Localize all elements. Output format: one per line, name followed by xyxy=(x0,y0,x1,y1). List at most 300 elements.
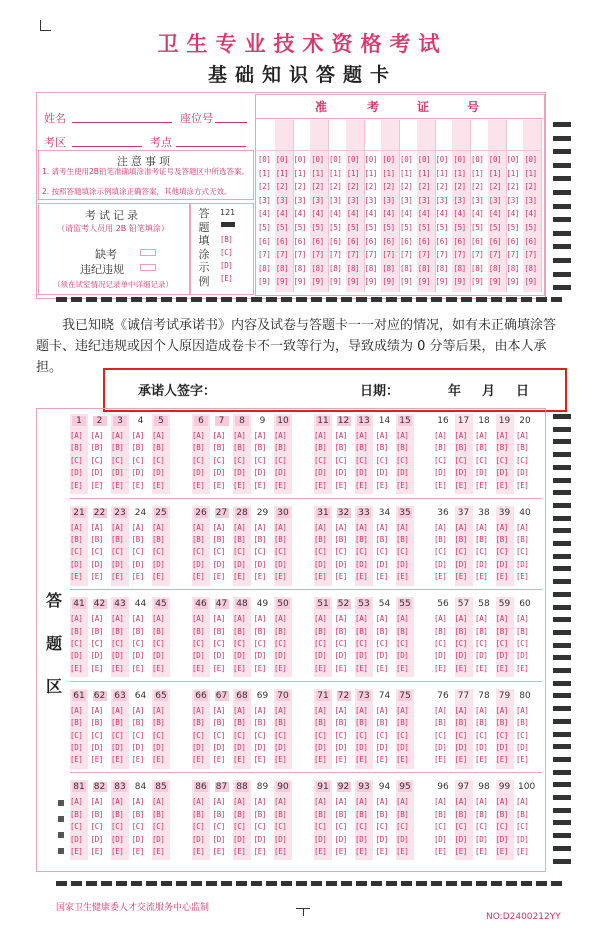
answer-bubble[interactable]: [E] xyxy=(192,846,205,856)
answer-bubble[interactable]: [C] xyxy=(396,547,409,557)
answer-bubble[interactable]: [D] xyxy=(375,834,389,844)
answer-bubble[interactable]: [A] xyxy=(495,797,509,807)
answer-bubble[interactable]: [E] xyxy=(434,846,447,856)
answer-bubble[interactable]: [E] xyxy=(434,663,447,673)
answer-bubble[interactable]: [D] xyxy=(212,834,226,844)
exam-number-bubble[interactable]: [4] xyxy=(346,209,360,219)
answer-bubble[interactable]: [B] xyxy=(314,443,327,453)
answer-bubble[interactable]: [E] xyxy=(475,572,488,582)
answer-bubble[interactable]: [E] xyxy=(314,572,327,582)
answer-bubble[interactable]: [B] xyxy=(355,534,368,544)
answer-bubble[interactable]: [D] xyxy=(334,559,348,569)
answer-bubble[interactable]: [E] xyxy=(314,846,327,856)
answer-bubble[interactable]: [C] xyxy=(375,638,389,648)
answer-bubble[interactable]: [C] xyxy=(314,547,327,557)
answer-bubble[interactable]: [E] xyxy=(454,663,468,673)
answer-bubble[interactable]: [C] xyxy=(253,822,267,832)
answer-bubble[interactable]: [D] xyxy=(396,559,409,569)
answer-bubble[interactable]: [A] xyxy=(454,431,468,440)
exam-number-bubble[interactable]: [9] xyxy=(435,277,449,287)
answer-bubble[interactable]: [A] xyxy=(131,797,145,807)
answer-bubble[interactable]: [C] xyxy=(274,547,287,557)
answer-bubble[interactable]: [C] xyxy=(475,547,488,557)
exam-number-bubble[interactable]: [5] xyxy=(329,223,342,232)
answer-bubble[interactable]: [A] xyxy=(70,522,83,532)
exam-number-bubble[interactable]: [6] xyxy=(453,236,466,246)
answer-bubble[interactable]: [C] xyxy=(90,730,104,740)
answer-bubble[interactable]: [D] xyxy=(152,742,165,752)
answer-bubble[interactable]: [B] xyxy=(516,443,529,453)
exam-number-bubble[interactable]: [2] xyxy=(471,182,484,192)
answer-bubble[interactable]: [C] xyxy=(495,547,509,557)
exam-number-bubble[interactable]: [3] xyxy=(258,195,271,205)
answer-bubble[interactable]: [C] xyxy=(475,822,488,832)
answer-bubble[interactable]: [D] xyxy=(495,468,509,478)
answer-bubble[interactable]: [E] xyxy=(90,480,104,490)
exam-number-bubble[interactable]: [3] xyxy=(453,195,466,205)
answer-bubble[interactable]: [C] xyxy=(274,822,287,832)
exam-number-bubble[interactable]: [3] xyxy=(311,195,324,205)
answer-bubble[interactable]: [D] xyxy=(233,834,246,844)
exam-number-bubble[interactable]: [6] xyxy=(275,236,289,246)
exam-number-write-cell[interactable] xyxy=(275,120,293,151)
exam-number-bubble[interactable]: [1] xyxy=(471,168,484,178)
answer-bubble[interactable]: [D] xyxy=(314,651,327,661)
exam-number-bubble[interactable]: [3] xyxy=(364,195,378,205)
exam-number-bubble[interactable]: [0] xyxy=(453,155,466,164)
exam-number-bubble[interactable]: [3] xyxy=(382,195,395,205)
exam-number-bubble[interactable]: [2] xyxy=(417,182,431,192)
answer-bubble[interactable]: [D] xyxy=(314,742,327,752)
answer-bubble[interactable]: [A] xyxy=(495,705,509,715)
answer-bubble[interactable]: [C] xyxy=(355,822,368,832)
exam-number-bubble[interactable]: [2] xyxy=(364,182,378,192)
answer-bubble[interactable]: [E] xyxy=(131,663,145,673)
answer-bubble[interactable]: [A] xyxy=(90,797,104,807)
answer-bubble[interactable]: [E] xyxy=(233,480,246,490)
answer-bubble[interactable]: [E] xyxy=(396,480,409,490)
exam-number-bubble[interactable]: [5] xyxy=(346,223,360,232)
exam-number-bubble[interactable]: [6] xyxy=(488,236,502,246)
answer-bubble[interactable]: [E] xyxy=(212,846,226,856)
answer-bubble[interactable]: [B] xyxy=(90,809,104,819)
answer-bubble[interactable]: [A] xyxy=(475,797,488,807)
answer-bubble[interactable]: [A] xyxy=(375,431,389,440)
exam-number-bubble[interactable]: [0] xyxy=(346,155,360,164)
exam-number-bubble[interactable]: [3] xyxy=(275,195,289,205)
answer-bubble[interactable]: [E] xyxy=(131,572,145,582)
answer-bubble[interactable]: [E] xyxy=(131,480,145,490)
answer-bubble[interactable]: [E] xyxy=(495,572,509,582)
exam-number-write-cell[interactable] xyxy=(257,120,275,151)
answer-bubble[interactable]: [C] xyxy=(516,730,529,740)
answer-bubble[interactable]: [D] xyxy=(70,834,83,844)
answer-bubble[interactable]: [B] xyxy=(212,809,226,819)
exam-number-write-cell[interactable] xyxy=(399,120,417,151)
answer-bubble[interactable]: [C] xyxy=(396,638,409,648)
exam-number-bubble[interactable]: [2] xyxy=(346,182,360,192)
answer-bubble[interactable]: [E] xyxy=(516,663,529,673)
answer-bubble[interactable]: [B] xyxy=(111,809,124,819)
answer-bubble[interactable]: [E] xyxy=(314,663,327,673)
answer-bubble[interactable]: [A] xyxy=(334,797,348,807)
answer-bubble[interactable]: [E] xyxy=(111,755,124,765)
answer-bubble[interactable]: [B] xyxy=(396,626,409,636)
exam-number-bubble[interactable]: [1] xyxy=(400,168,413,178)
exam-number-bubble[interactable]: [6] xyxy=(311,236,324,246)
exam-number-bubble[interactable]: [6] xyxy=(329,236,342,246)
answer-bubble[interactable]: [A] xyxy=(375,705,389,715)
answer-bubble[interactable]: [D] xyxy=(192,651,205,661)
answer-bubble[interactable]: [A] xyxy=(70,614,83,624)
answer-bubble[interactable]: [D] xyxy=(70,559,83,569)
answer-bubble[interactable]: [B] xyxy=(253,626,267,636)
exam-number-write-cell[interactable] xyxy=(293,120,311,151)
answer-bubble[interactable]: [B] xyxy=(454,534,468,544)
exam-number-bubble[interactable]: [2] xyxy=(329,182,342,192)
answer-bubble[interactable]: [C] xyxy=(90,822,104,832)
answer-bubble[interactable]: [E] xyxy=(475,480,488,490)
exam-number-bubble[interactable]: [4] xyxy=(524,209,537,219)
exam-number-bubble[interactable]: [4] xyxy=(453,209,466,219)
answer-bubble[interactable]: [C] xyxy=(475,730,488,740)
answer-bubble[interactable]: [C] xyxy=(495,730,509,740)
answer-bubble[interactable]: [E] xyxy=(131,755,145,765)
answer-bubble[interactable]: [D] xyxy=(434,742,447,752)
answer-bubble[interactable]: [E] xyxy=(396,572,409,582)
answer-bubble[interactable]: [C] xyxy=(454,730,468,740)
exam-number-bubble[interactable]: [7] xyxy=(488,250,502,260)
answer-bubble[interactable]: [C] xyxy=(111,455,124,465)
answer-bubble[interactable]: [A] xyxy=(90,522,104,532)
answer-bubble[interactable]: [A] xyxy=(233,522,246,532)
exam-number-bubble[interactable]: [2] xyxy=(293,182,307,192)
answer-bubble[interactable]: [D] xyxy=(314,559,327,569)
answer-bubble[interactable]: [D] xyxy=(454,468,468,478)
answer-bubble[interactable]: [C] xyxy=(454,455,468,465)
answer-bubble[interactable]: [B] xyxy=(152,534,165,544)
exam-number-bubble[interactable]: [9] xyxy=(275,277,289,287)
exam-number-bubble[interactable]: [0] xyxy=(400,155,413,164)
answer-bubble[interactable]: [A] xyxy=(355,522,368,532)
answer-bubble[interactable]: [E] xyxy=(516,572,529,582)
answer-bubble[interactable]: [A] xyxy=(475,705,488,715)
answer-bubble[interactable]: [E] xyxy=(192,572,205,582)
exam-number-bubble[interactable]: [7] xyxy=(311,250,324,260)
answer-bubble[interactable]: [D] xyxy=(475,651,488,661)
answer-bubble[interactable]: [D] xyxy=(192,742,205,752)
answer-bubble[interactable]: [D] xyxy=(90,742,104,752)
answer-bubble[interactable]: [B] xyxy=(131,809,145,819)
answer-bubble[interactable]: [E] xyxy=(90,663,104,673)
answer-bubble[interactable]: [D] xyxy=(355,651,368,661)
answer-bubble[interactable]: [D] xyxy=(212,742,226,752)
answer-bubble[interactable]: [C] xyxy=(334,822,348,832)
answer-bubble[interactable]: [D] xyxy=(314,834,327,844)
answer-bubble[interactable]: [D] xyxy=(152,468,165,478)
answer-bubble[interactable]: [B] xyxy=(314,718,327,728)
exam-number-write-cell[interactable] xyxy=(488,120,506,151)
answer-bubble[interactable]: [E] xyxy=(454,755,468,765)
answer-bubble[interactable]: [C] xyxy=(375,822,389,832)
exam-number-bubble[interactable]: [7] xyxy=(506,250,520,260)
answer-bubble[interactable]: [A] xyxy=(111,705,124,715)
answer-bubble[interactable]: [B] xyxy=(192,534,205,544)
exam-number-bubble[interactable]: [6] xyxy=(471,236,484,246)
answer-bubble[interactable]: [A] xyxy=(131,705,145,715)
answer-bubble[interactable]: [E] xyxy=(111,663,124,673)
exam-number-bubble[interactable]: [0] xyxy=(293,155,307,164)
answer-bubble[interactable]: [C] xyxy=(253,730,267,740)
answer-bubble[interactable]: [E] xyxy=(90,755,104,765)
answer-bubble[interactable]: [D] xyxy=(434,468,447,478)
answer-bubble[interactable]: [B] xyxy=(152,443,165,453)
exam-number-bubble[interactable]: [0] xyxy=(435,155,449,164)
answer-bubble[interactable]: [E] xyxy=(70,755,83,765)
answer-bubble[interactable]: [E] xyxy=(375,572,389,582)
answer-bubble[interactable]: [A] xyxy=(314,614,327,624)
answer-bubble[interactable]: [C] xyxy=(192,822,205,832)
answer-bubble[interactable]: [C] xyxy=(152,455,165,465)
answer-bubble[interactable]: [C] xyxy=(131,638,145,648)
exam-number-bubble[interactable]: [1] xyxy=(506,168,520,178)
exam-number-bubble[interactable]: [6] xyxy=(400,236,413,246)
answer-bubble[interactable]: [D] xyxy=(90,559,104,569)
answer-bubble[interactable]: [B] xyxy=(434,443,447,453)
answer-bubble[interactable]: [C] xyxy=(516,822,529,832)
answer-bubble[interactable]: [A] xyxy=(131,614,145,624)
answer-bubble[interactable]: [E] xyxy=(70,572,83,582)
answer-bubble[interactable]: [C] xyxy=(495,455,509,465)
exam-number-bubble[interactable]: [7] xyxy=(346,250,360,260)
answer-bubble[interactable]: [E] xyxy=(334,572,348,582)
answer-bubble[interactable]: [B] xyxy=(212,443,226,453)
answer-bubble[interactable]: [D] xyxy=(274,651,287,661)
answer-bubble[interactable]: [D] xyxy=(274,742,287,752)
answer-bubble[interactable]: [A] xyxy=(375,522,389,532)
answer-bubble[interactable]: [E] xyxy=(495,846,509,856)
answer-bubble[interactable]: [D] xyxy=(495,742,509,752)
seat-field[interactable] xyxy=(215,122,247,123)
answer-bubble[interactable]: [B] xyxy=(375,626,389,636)
answer-bubble[interactable]: [A] xyxy=(314,797,327,807)
answer-bubble[interactable]: [E] xyxy=(274,663,287,673)
answer-bubble[interactable]: [C] xyxy=(434,638,447,648)
answer-bubble[interactable]: [C] xyxy=(334,730,348,740)
answer-bubble[interactable]: [D] xyxy=(233,559,246,569)
answer-bubble[interactable]: [E] xyxy=(253,572,267,582)
exam-number-write-cell[interactable] xyxy=(310,120,328,151)
exam-number-bubble[interactable]: [2] xyxy=(400,182,413,192)
answer-bubble[interactable]: [E] xyxy=(233,663,246,673)
answer-bubble[interactable]: [A] xyxy=(253,797,267,807)
answer-bubble[interactable]: [D] xyxy=(375,468,389,478)
answer-bubble[interactable]: [B] xyxy=(111,626,124,636)
answer-bubble[interactable]: [D] xyxy=(253,559,267,569)
exam-number-bubble[interactable]: [8] xyxy=(488,263,502,273)
answer-bubble[interactable]: [B] xyxy=(495,809,509,819)
answer-bubble[interactable]: [A] xyxy=(233,431,246,440)
answer-bubble[interactable]: [A] xyxy=(355,705,368,715)
exam-number-bubble[interactable]: [3] xyxy=(346,195,360,205)
answer-bubble[interactable]: [E] xyxy=(212,755,226,765)
answer-bubble[interactable]: [C] xyxy=(375,730,389,740)
answer-bubble[interactable]: [B] xyxy=(253,443,267,453)
exam-number-bubble[interactable]: [3] xyxy=(471,195,484,205)
answer-bubble[interactable]: [B] xyxy=(90,718,104,728)
answer-bubble[interactable]: [D] xyxy=(334,468,348,478)
answer-bubble[interactable]: [E] xyxy=(434,480,447,490)
answer-bubble[interactable]: [E] xyxy=(274,846,287,856)
exam-number-bubble[interactable]: [9] xyxy=(524,277,537,287)
answer-bubble[interactable]: [B] xyxy=(334,534,348,544)
answer-bubble[interactable]: [D] xyxy=(516,834,529,844)
answer-bubble[interactable]: [B] xyxy=(192,809,205,819)
exam-number-bubble[interactable]: [5] xyxy=(488,223,502,232)
answer-bubble[interactable]: [C] xyxy=(192,638,205,648)
answer-bubble[interactable]: [D] xyxy=(495,834,509,844)
exam-number-write-cell[interactable] xyxy=(346,120,364,151)
answer-bubble[interactable]: [B] xyxy=(253,718,267,728)
answer-bubble[interactable]: [A] xyxy=(152,797,165,807)
answer-bubble[interactable]: [E] xyxy=(334,755,348,765)
answer-bubble[interactable]: [C] xyxy=(131,455,145,465)
answer-bubble[interactable]: [B] xyxy=(375,534,389,544)
answer-bubble[interactable]: [B] xyxy=(111,534,124,544)
answer-bubble[interactable]: [B] xyxy=(495,443,509,453)
answer-bubble[interactable]: [A] xyxy=(475,431,488,440)
answer-bubble[interactable]: [E] xyxy=(454,480,468,490)
exam-number-bubble[interactable]: [3] xyxy=(435,195,449,205)
answer-bubble[interactable]: [C] xyxy=(192,547,205,557)
answer-bubble[interactable]: [B] xyxy=(334,443,348,453)
answer-bubble[interactable]: [C] xyxy=(70,822,83,832)
answer-bubble[interactable]: [B] xyxy=(111,443,124,453)
answer-bubble[interactable]: [B] xyxy=(70,626,83,636)
answer-bubble[interactable]: [B] xyxy=(516,718,529,728)
exam-number-write-cell[interactable] xyxy=(470,120,488,151)
exam-number-bubble[interactable]: [7] xyxy=(435,250,449,260)
answer-bubble[interactable]: [D] xyxy=(375,559,389,569)
answer-bubble[interactable]: [D] xyxy=(375,742,389,752)
answer-bubble[interactable]: [B] xyxy=(475,718,488,728)
answer-bubble[interactable]: [B] xyxy=(233,718,246,728)
answer-bubble[interactable]: [E] xyxy=(355,663,368,673)
exam-number-bubble[interactable]: [1] xyxy=(329,168,342,178)
exam-number-bubble[interactable]: [9] xyxy=(346,277,360,287)
answer-bubble[interactable]: [C] xyxy=(70,455,83,465)
answer-bubble[interactable]: [A] xyxy=(274,431,287,440)
exam-number-write-cell[interactable] xyxy=(435,120,453,151)
exam-number-bubble[interactable]: [7] xyxy=(329,250,342,260)
answer-bubble[interactable]: [E] xyxy=(475,663,488,673)
exam-number-bubble[interactable]: [3] xyxy=(506,195,520,205)
exam-number-bubble[interactable]: [4] xyxy=(400,209,413,219)
answer-bubble[interactable]: [C] xyxy=(111,547,124,557)
answer-bubble[interactable]: [B] xyxy=(192,718,205,728)
answer-bubble[interactable]: [E] xyxy=(375,846,389,856)
answer-bubble[interactable]: [D] xyxy=(454,742,468,752)
answer-bubble[interactable]: [A] xyxy=(192,431,205,440)
exam-number-bubble[interactable]: [0] xyxy=(311,155,324,164)
exam-number-bubble[interactable]: [1] xyxy=(293,168,307,178)
answer-bubble[interactable]: [D] xyxy=(434,834,447,844)
answer-bubble[interactable]: [D] xyxy=(495,651,509,661)
answer-bubble[interactable]: [C] xyxy=(233,455,246,465)
answer-bubble[interactable]: [A] xyxy=(253,705,267,715)
exam-number-bubble[interactable]: [5] xyxy=(453,223,466,232)
exam-number-bubble[interactable]: [8] xyxy=(435,263,449,273)
answer-bubble[interactable]: [C] xyxy=(334,455,348,465)
answer-bubble[interactable]: [C] xyxy=(212,638,226,648)
answer-bubble[interactable]: [D] xyxy=(152,834,165,844)
answer-bubble[interactable]: [E] xyxy=(253,663,267,673)
answer-bubble[interactable]: [B] xyxy=(434,534,447,544)
answer-bubble[interactable]: [D] xyxy=(233,651,246,661)
answer-bubble[interactable]: [D] xyxy=(396,468,409,478)
answer-bubble[interactable]: [D] xyxy=(152,559,165,569)
answer-bubble[interactable]: [E] xyxy=(192,755,205,765)
answer-bubble[interactable]: [B] xyxy=(233,534,246,544)
exam-number-write-cell[interactable] xyxy=(328,120,346,151)
exam-number-bubble[interactable]: [1] xyxy=(488,168,502,178)
answer-bubble[interactable]: [C] xyxy=(375,455,389,465)
answer-bubble[interactable]: [A] xyxy=(334,614,348,624)
exam-number-bubble[interactable]: [0] xyxy=(506,155,520,164)
exam-number-bubble[interactable]: [4] xyxy=(275,209,289,219)
exam-number-bubble[interactable]: [1] xyxy=(453,168,466,178)
exam-number-bubble[interactable]: [2] xyxy=(311,182,324,192)
exam-number-bubble[interactable]: [8] xyxy=(400,263,413,273)
answer-bubble[interactable]: [C] xyxy=(495,822,509,832)
answer-bubble[interactable]: [D] xyxy=(434,559,447,569)
answer-bubble[interactable]: [A] xyxy=(192,614,205,624)
answer-bubble[interactable]: [A] xyxy=(192,797,205,807)
exam-number-bubble[interactable]: [4] xyxy=(329,209,342,219)
answer-bubble[interactable]: [D] xyxy=(131,559,145,569)
answer-bubble[interactable]: [B] xyxy=(314,626,327,636)
exam-number-bubble[interactable]: [4] xyxy=(258,209,271,219)
answer-bubble[interactable]: [B] xyxy=(454,718,468,728)
exam-number-bubble[interactable]: [1] xyxy=(275,168,289,178)
exam-number-bubble[interactable]: [2] xyxy=(524,182,537,192)
exam-number-bubble[interactable]: [0] xyxy=(258,155,271,164)
answer-bubble[interactable]: [C] xyxy=(90,638,104,648)
answer-bubble[interactable]: [C] xyxy=(192,455,205,465)
answer-bubble[interactable]: [A] xyxy=(90,705,104,715)
answer-bubble[interactable]: [B] xyxy=(355,443,368,453)
answer-bubble[interactable]: [D] xyxy=(192,559,205,569)
answer-bubble[interactable]: [D] xyxy=(90,834,104,844)
exam-number-bubble[interactable]: [1] xyxy=(258,168,271,178)
exam-number-bubble[interactable]: [1] xyxy=(311,168,324,178)
answer-bubble[interactable]: [E] xyxy=(70,480,83,490)
answer-bubble[interactable]: [C] xyxy=(355,547,368,557)
answer-bubble[interactable]: [B] xyxy=(434,718,447,728)
answer-bubble[interactable]: [C] xyxy=(233,547,246,557)
exam-number-bubble[interactable]: [7] xyxy=(453,250,466,260)
exam-number-bubble[interactable]: [3] xyxy=(417,195,431,205)
answer-bubble[interactable]: [E] xyxy=(152,480,165,490)
exam-number-write-cell[interactable] xyxy=(381,120,399,151)
exam-number-bubble[interactable]: [7] xyxy=(417,250,431,260)
answer-bubble[interactable]: [C] xyxy=(516,455,529,465)
answer-bubble[interactable]: [C] xyxy=(253,547,267,557)
answer-bubble[interactable]: [D] xyxy=(454,651,468,661)
room-field[interactable] xyxy=(72,146,142,147)
exam-number-bubble[interactable]: [7] xyxy=(524,250,537,260)
answer-bubble[interactable]: [E] xyxy=(396,755,409,765)
